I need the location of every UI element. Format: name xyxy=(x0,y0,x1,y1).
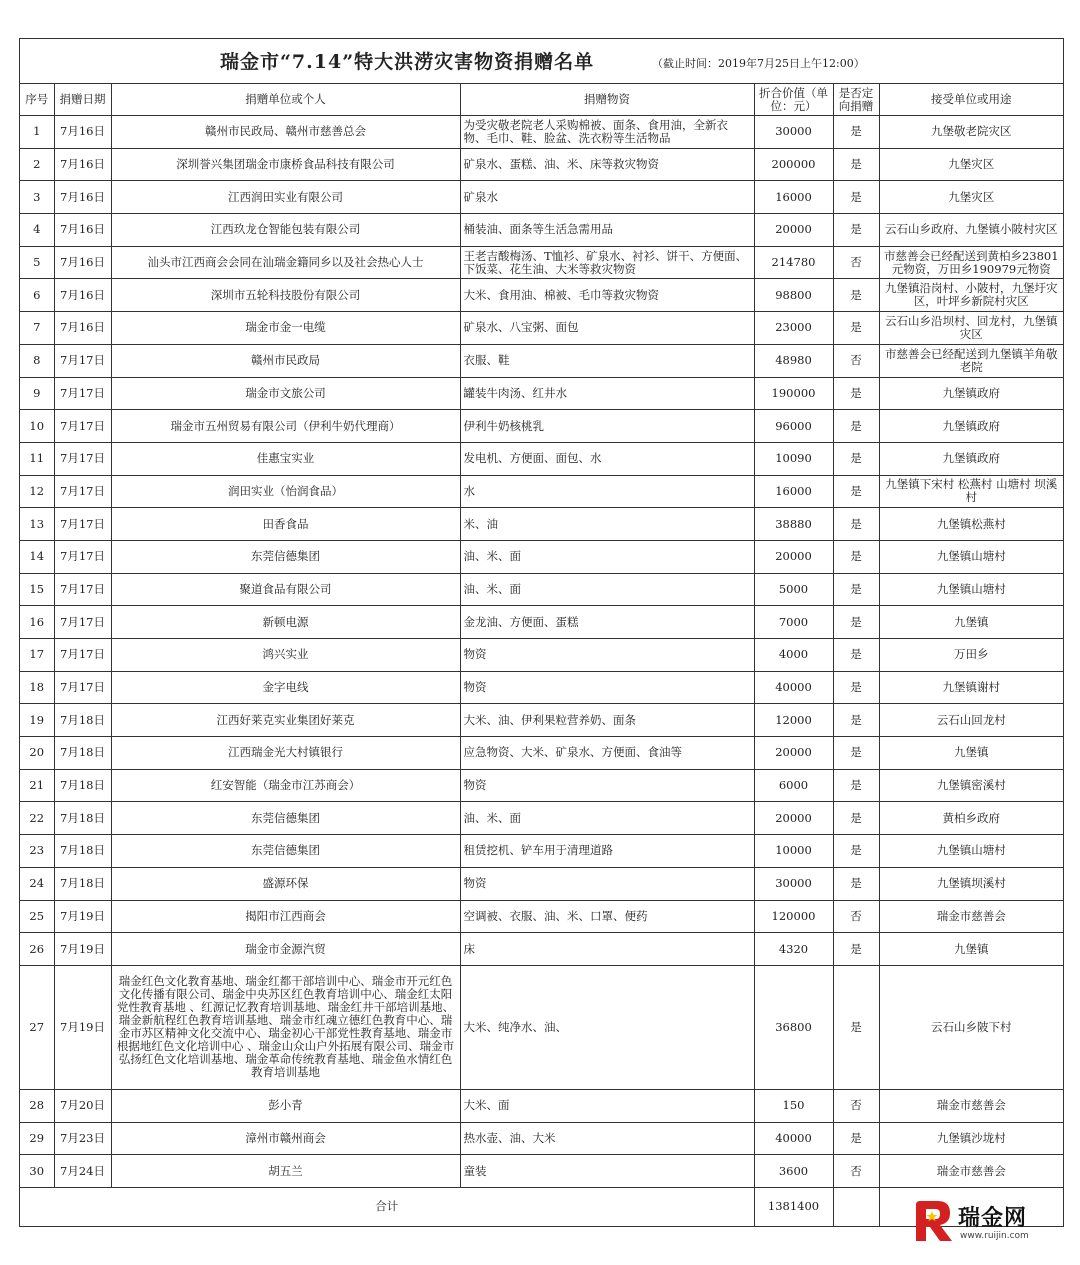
cell-value: 5000 xyxy=(754,573,833,606)
table-row xyxy=(20,540,1063,573)
cell-directed: 是 xyxy=(833,573,879,606)
cell-recipient: 九堡敬老院灾区 xyxy=(879,116,1063,149)
cell-seq: 10 xyxy=(20,410,54,443)
cell-date: 7月18日 xyxy=(54,737,111,770)
cell-seq: 29 xyxy=(20,1122,54,1155)
cell-donor: 江西瑞金光大村镇银行 xyxy=(111,737,460,770)
cell-date: 7月16日 xyxy=(54,312,111,345)
cell-goods: 大米、食用油、棉被、毛巾等救灾物资 xyxy=(460,279,754,312)
cell-directed: 否 xyxy=(833,900,879,933)
cell-date: 7月20日 xyxy=(54,1089,111,1122)
cell-goods: 热水壶、油、大米 xyxy=(460,1122,754,1155)
table-row xyxy=(20,737,1063,770)
cell-donor: 润田实业（怡润食品） xyxy=(111,475,460,508)
cell-seq: 4 xyxy=(20,214,54,247)
table-row xyxy=(20,867,1063,900)
table-row xyxy=(20,1089,1063,1122)
cell-seq: 18 xyxy=(20,671,54,704)
cell-directed: 是 xyxy=(833,933,879,966)
cell-date: 7月18日 xyxy=(54,704,111,737)
header-directed: 是否定向捐赠 xyxy=(833,84,879,116)
cell-recipient: 市慈善会已经配送到九堡镇羊角敬老院 xyxy=(879,344,1063,377)
cell-goods: 床 xyxy=(460,933,754,966)
cell-date: 7月16日 xyxy=(54,246,111,279)
cell-donor: 赣州市民政局 xyxy=(111,344,460,377)
table-row xyxy=(20,344,1063,377)
cell-donor: 田香食品 xyxy=(111,508,460,541)
cell-date: 7月17日 xyxy=(54,573,111,606)
cell-directed: 是 xyxy=(833,540,879,573)
header-goods: 捐赠物资 xyxy=(460,84,754,116)
cell-date: 7月23日 xyxy=(54,1122,111,1155)
cell-seq: 15 xyxy=(20,573,54,606)
logo-url: www.ruijin.com xyxy=(960,1231,1029,1241)
cell-value: 10090 xyxy=(754,442,833,475)
cell-date: 7月17日 xyxy=(54,671,111,704)
header-value: 折合价值（单位：元） xyxy=(754,84,833,116)
table-row xyxy=(20,573,1063,606)
cell-value: 96000 xyxy=(754,410,833,443)
table-row xyxy=(20,933,1063,966)
cell-seq: 26 xyxy=(20,933,54,966)
header-seq: 序号 xyxy=(20,84,54,116)
cell-seq: 25 xyxy=(20,900,54,933)
cell-date: 7月18日 xyxy=(54,867,111,900)
table-row xyxy=(20,475,1063,508)
cell-seq: 20 xyxy=(20,737,54,770)
cell-seq: 2 xyxy=(20,148,54,181)
cell-directed: 是 xyxy=(833,671,879,704)
cell-goods: 租赁挖机、铲车用于清理道路 xyxy=(460,835,754,868)
cell-goods: 物资 xyxy=(460,639,754,672)
cell-recipient: 九堡镇 xyxy=(879,737,1063,770)
cell-directed: 否 xyxy=(833,1155,879,1188)
header-recipient: 接受单位或用途 xyxy=(879,84,1063,116)
cell-directed: 是 xyxy=(833,116,879,149)
cell-donor: 东莞信德集团 xyxy=(111,835,460,868)
table-row xyxy=(20,508,1063,541)
cell-donor: 瑞金市金一电缆 xyxy=(111,312,460,345)
cell-donor: 深圳誉兴集团瑞金市康桥食品科技有限公司 xyxy=(111,148,460,181)
cell-seq: 9 xyxy=(20,377,54,410)
cell-value: 20000 xyxy=(754,802,833,835)
cell-seq: 5 xyxy=(20,246,54,279)
cell-donor: 瑞金红色文化教育基地、瑞金红都干部培训中心、瑞金市开元红色文化传播有限公司、瑞金中央苏区红色教育培训中心、瑞金红太阳党性教育基地 、红源记忆教育培训基地、瑞金红井干部培训基地、瑞金新航程红色教育培训基地、瑞金市红魂立德红色教育中心、瑞金市苏区精神文化交流中心、瑞金初心干部党性教育基地、瑞金市根据地红色文化培训中心 、瑞金山众山户外拓展有限公司、瑞金市弘扬红色文化培训基地、瑞金革命传统教育基地、瑞金鱼水情红色教育培训基地 xyxy=(111,965,460,1089)
cell-donor: 揭阳市江西商会 xyxy=(111,900,460,933)
cell-goods: 为受灾敬老院老人采购棉被、面条、食用油，全新衣物、毛巾、鞋、脸盆、洗衣粉等生活物品 xyxy=(460,116,754,149)
cell-directed: 是 xyxy=(833,181,879,214)
cell-seq: 23 xyxy=(20,835,54,868)
cell-donor: 金字电线 xyxy=(111,671,460,704)
cell-date: 7月17日 xyxy=(54,606,111,639)
table-row xyxy=(20,246,1063,279)
cell-directed: 是 xyxy=(833,737,879,770)
table-row xyxy=(20,410,1063,443)
cell-value: 23000 xyxy=(754,312,833,345)
table-row xyxy=(20,965,1063,1089)
cell-directed: 是 xyxy=(833,1122,879,1155)
cell-directed: 否 xyxy=(833,1089,879,1122)
table-body xyxy=(20,116,1063,1188)
cell-date: 7月17日 xyxy=(54,344,111,377)
cell-goods: 矿泉水、八宝粥、面包 xyxy=(460,312,754,345)
cell-donor: 红安智能（瑞金市江苏商会） xyxy=(111,769,460,802)
cell-seq: 21 xyxy=(20,769,54,802)
cell-directed: 是 xyxy=(833,214,879,247)
table-row xyxy=(20,377,1063,410)
site-logo xyxy=(908,1197,1068,1249)
cell-goods: 金龙油、方便面、蛋糕 xyxy=(460,606,754,639)
cell-seq: 13 xyxy=(20,508,54,541)
cell-recipient: 瑞金市慈善会 xyxy=(879,1089,1063,1122)
cell-directed: 是 xyxy=(833,965,879,1089)
cell-date: 7月16日 xyxy=(54,181,111,214)
cell-donor: 江西玖龙仓智能包装有限公司 xyxy=(111,214,460,247)
cell-value: 7000 xyxy=(754,606,833,639)
cell-donor: 瑞金市金源汽贸 xyxy=(111,933,460,966)
deadline-note: （截止时间：2019年7月25日上午12:00） xyxy=(652,57,865,70)
cell-value: 30000 xyxy=(754,867,833,900)
cell-goods: 童装 xyxy=(460,1155,754,1188)
table-row xyxy=(20,900,1063,933)
cell-recipient: 九堡镇沿岗村、小陂村，九堡圩灾区，叶坪乡新院村灾区 xyxy=(879,279,1063,312)
cell-goods: 矿泉水 xyxy=(460,181,754,214)
table-row xyxy=(20,442,1063,475)
cell-date: 7月16日 xyxy=(54,214,111,247)
cell-directed: 否 xyxy=(833,344,879,377)
cell-goods: 油、米、面 xyxy=(460,802,754,835)
cell-donor: 东莞信德集团 xyxy=(111,540,460,573)
ruijin-logo-icon xyxy=(908,1197,956,1245)
cell-donor: 聚道食品有限公司 xyxy=(111,573,460,606)
cell-goods: 罐装牛肉汤、红井水 xyxy=(460,377,754,410)
cell-date: 7月19日 xyxy=(54,933,111,966)
cell-goods: 王老吉酸梅汤、T恤衫、矿泉水、衬衫、饼干、方便面、下饭菜、花生油、大米等救灾物资 xyxy=(460,246,754,279)
cell-recipient: 九堡镇下宋村 松燕村 山塘村 坝溪村 xyxy=(879,475,1063,508)
cell-value: 38880 xyxy=(754,508,833,541)
table-row xyxy=(20,606,1063,639)
cell-value: 30000 xyxy=(754,116,833,149)
cell-goods: 矿泉水、蛋糕、油、米、床等救灾物资 xyxy=(460,148,754,181)
table-row xyxy=(20,1155,1063,1188)
cell-value: 16000 xyxy=(754,475,833,508)
cell-donor: 盛源环保 xyxy=(111,867,460,900)
cell-value: 20000 xyxy=(754,737,833,770)
cell-goods: 大米、面 xyxy=(460,1089,754,1122)
total-label: 合计 xyxy=(20,1187,754,1226)
cell-recipient: 九堡镇坝溪村 xyxy=(879,867,1063,900)
table-row xyxy=(20,181,1063,214)
cell-donor: 漳州市赣州商会 xyxy=(111,1122,460,1155)
cell-recipient: 云石山回龙村 xyxy=(879,704,1063,737)
cell-goods: 油、米、面 xyxy=(460,540,754,573)
header-date: 捐赠日期 xyxy=(54,84,111,116)
cell-recipient: 九堡镇 xyxy=(879,933,1063,966)
cell-goods: 衣服、鞋 xyxy=(460,344,754,377)
cell-goods: 米、油 xyxy=(460,508,754,541)
table-row xyxy=(20,835,1063,868)
cell-seq: 22 xyxy=(20,802,54,835)
cell-date: 7月16日 xyxy=(54,116,111,149)
cell-directed: 是 xyxy=(833,312,879,345)
cell-recipient: 九堡镇 xyxy=(879,606,1063,639)
cell-recipient: 九堡镇山塘村 xyxy=(879,540,1063,573)
table-row xyxy=(20,704,1063,737)
cell-donor: 新顿电源 xyxy=(111,606,460,639)
page-title: 瑞金市“7.14”特大洪涝灾害物资捐赠名单 xyxy=(220,51,595,73)
cell-directed: 是 xyxy=(833,835,879,868)
table-row xyxy=(20,214,1063,247)
cell-seq: 8 xyxy=(20,344,54,377)
cell-recipient: 云石山乡沿坝村、回龙村，九堡镇灾区 xyxy=(879,312,1063,345)
cell-recipient: 瑞金市慈善会 xyxy=(879,900,1063,933)
cell-donor: 彭小青 xyxy=(111,1089,460,1122)
cell-value: 16000 xyxy=(754,181,833,214)
cell-date: 7月16日 xyxy=(54,148,111,181)
table-row xyxy=(20,671,1063,704)
cell-directed: 是 xyxy=(833,639,879,672)
cell-seq: 19 xyxy=(20,704,54,737)
cell-directed: 是 xyxy=(833,802,879,835)
cell-recipient: 九堡镇政府 xyxy=(879,377,1063,410)
cell-value: 4320 xyxy=(754,933,833,966)
cell-date: 7月17日 xyxy=(54,410,111,443)
cell-seq: 12 xyxy=(20,475,54,508)
cell-donor: 江西润田实业有限公司 xyxy=(111,181,460,214)
cell-value: 40000 xyxy=(754,671,833,704)
cell-directed: 是 xyxy=(833,377,879,410)
cell-recipient: 九堡镇政府 xyxy=(879,442,1063,475)
cell-recipient: 市慈善会已经配送到黄柏乡23801元物资，万田乡190979元物资 xyxy=(879,246,1063,279)
table-row xyxy=(20,1122,1063,1155)
cell-value: 10000 xyxy=(754,835,833,868)
cell-goods: 水 xyxy=(460,475,754,508)
cell-seq: 11 xyxy=(20,442,54,475)
cell-date: 7月18日 xyxy=(54,802,111,835)
cell-goods: 应急物资、大米、矿泉水、方便面、食油等 xyxy=(460,737,754,770)
header-row xyxy=(20,84,1063,116)
cell-directed: 是 xyxy=(833,442,879,475)
cell-donor: 胡五兰 xyxy=(111,1155,460,1188)
cell-directed: 是 xyxy=(833,279,879,312)
cell-goods: 物资 xyxy=(460,867,754,900)
cell-donor: 瑞金市文旅公司 xyxy=(111,377,460,410)
cell-value: 190000 xyxy=(754,377,833,410)
total-row xyxy=(20,1187,1063,1226)
cell-seq: 16 xyxy=(20,606,54,639)
cell-value: 12000 xyxy=(754,704,833,737)
cell-value: 3600 xyxy=(754,1155,833,1188)
table-row xyxy=(20,769,1063,802)
cell-donor: 汕头市江西商会会同在汕瑞金籍同乡以及社会热心人士 xyxy=(111,246,460,279)
cell-recipient: 九堡镇谢村 xyxy=(879,671,1063,704)
cell-directed: 是 xyxy=(833,704,879,737)
table-row xyxy=(20,148,1063,181)
cell-seq: 14 xyxy=(20,540,54,573)
cell-directed: 否 xyxy=(833,246,879,279)
cell-donor: 鸿兴实业 xyxy=(111,639,460,672)
cell-value: 20000 xyxy=(754,540,833,573)
cell-donor: 深圳市五轮科技股份有限公司 xyxy=(111,279,460,312)
cell-recipient: 九堡镇密溪村 xyxy=(879,769,1063,802)
cell-goods: 桶装油、面条等生活急需用品 xyxy=(460,214,754,247)
cell-goods: 空调被、衣服、油、米、口罩、便药 xyxy=(460,900,754,933)
table-row xyxy=(20,312,1063,345)
cell-value: 200000 xyxy=(754,148,833,181)
cell-recipient: 瑞金市慈善会 xyxy=(879,1155,1063,1188)
cell-seq: 1 xyxy=(20,116,54,149)
cell-directed: 是 xyxy=(833,606,879,639)
logo-text: 瑞金网 xyxy=(958,1206,1028,1231)
cell-recipient: 九堡镇松燕村 xyxy=(879,508,1063,541)
cell-date: 7月18日 xyxy=(54,769,111,802)
cell-recipient: 万田乡 xyxy=(879,639,1063,672)
table-row xyxy=(20,116,1063,149)
cell-value: 98800 xyxy=(754,279,833,312)
cell-directed: 是 xyxy=(833,508,879,541)
header-donor: 捐赠单位或个人 xyxy=(111,84,460,116)
cell-goods: 油、米、面 xyxy=(460,573,754,606)
cell-donor: 佳惠宝实业 xyxy=(111,442,460,475)
cell-recipient: 九堡镇山塘村 xyxy=(879,835,1063,868)
cell-directed: 是 xyxy=(833,410,879,443)
cell-recipient: 九堡镇政府 xyxy=(879,410,1063,443)
cell-recipient: 云石山乡陂下村 xyxy=(879,965,1063,1089)
cell-seq: 17 xyxy=(20,639,54,672)
total-value: 1381400 xyxy=(754,1187,833,1226)
cell-goods: 物资 xyxy=(460,769,754,802)
cell-date: 7月17日 xyxy=(54,639,111,672)
title-row xyxy=(20,39,1063,84)
cell-recipient: 九堡镇山塘村 xyxy=(879,573,1063,606)
cell-seq: 27 xyxy=(20,965,54,1089)
cell-date: 7月17日 xyxy=(54,540,111,573)
cell-goods: 发电机、方便面、面包、水 xyxy=(460,442,754,475)
cell-goods: 伊利牛奶核桃乳 xyxy=(460,410,754,443)
cell-seq: 3 xyxy=(20,181,54,214)
cell-seq: 28 xyxy=(20,1089,54,1122)
cell-value: 20000 xyxy=(754,214,833,247)
cell-seq: 6 xyxy=(20,279,54,312)
table-row xyxy=(20,639,1063,672)
cell-date: 7月17日 xyxy=(54,508,111,541)
cell-value: 214780 xyxy=(754,246,833,279)
cell-date: 7月17日 xyxy=(54,442,111,475)
donation-sheet xyxy=(19,38,1064,1227)
cell-date: 7月16日 xyxy=(54,279,111,312)
cell-value: 40000 xyxy=(754,1122,833,1155)
cell-value: 4000 xyxy=(754,639,833,672)
cell-directed: 是 xyxy=(833,867,879,900)
cell-value: 120000 xyxy=(754,900,833,933)
cell-recipient: 云石山乡政府、九堡镇小陂村灾区 xyxy=(879,214,1063,247)
cell-seq: 30 xyxy=(20,1155,54,1188)
cell-date: 7月18日 xyxy=(54,835,111,868)
donation-table xyxy=(20,84,1063,1226)
cell-seq: 7 xyxy=(20,312,54,345)
table-row xyxy=(20,802,1063,835)
cell-seq: 24 xyxy=(20,867,54,900)
table-row xyxy=(20,279,1063,312)
cell-recipient: 九堡镇沙垅村 xyxy=(879,1122,1063,1155)
cell-value: 48980 xyxy=(754,344,833,377)
total-empty-cell xyxy=(833,1187,879,1226)
cell-directed: 是 xyxy=(833,475,879,508)
cell-date: 7月19日 xyxy=(54,965,111,1089)
cell-directed: 是 xyxy=(833,769,879,802)
cell-goods: 物资 xyxy=(460,671,754,704)
cell-value: 6000 xyxy=(754,769,833,802)
cell-recipient: 九堡灾区 xyxy=(879,148,1063,181)
cell-date: 7月19日 xyxy=(54,900,111,933)
cell-donor: 江西好莱克实业集团好莱克 xyxy=(111,704,460,737)
cell-value: 36800 xyxy=(754,965,833,1089)
cell-value: 150 xyxy=(754,1089,833,1122)
cell-recipient: 九堡灾区 xyxy=(879,181,1063,214)
cell-donor: 东莞信德集团 xyxy=(111,802,460,835)
cell-directed: 是 xyxy=(833,148,879,181)
cell-date: 7月24日 xyxy=(54,1155,111,1188)
cell-donor: 赣州市民政局、赣州市慈善总会 xyxy=(111,116,460,149)
cell-goods: 大米、油、伊利果粒营养奶、面条 xyxy=(460,704,754,737)
cell-date: 7月17日 xyxy=(54,475,111,508)
cell-date: 7月17日 xyxy=(54,377,111,410)
cell-recipient: 黄柏乡政府 xyxy=(879,802,1063,835)
cell-goods: 大米、纯净水、油、 xyxy=(460,965,754,1089)
cell-donor: 瑞金市五州贸易有限公司（伊利牛奶代理商） xyxy=(111,410,460,443)
